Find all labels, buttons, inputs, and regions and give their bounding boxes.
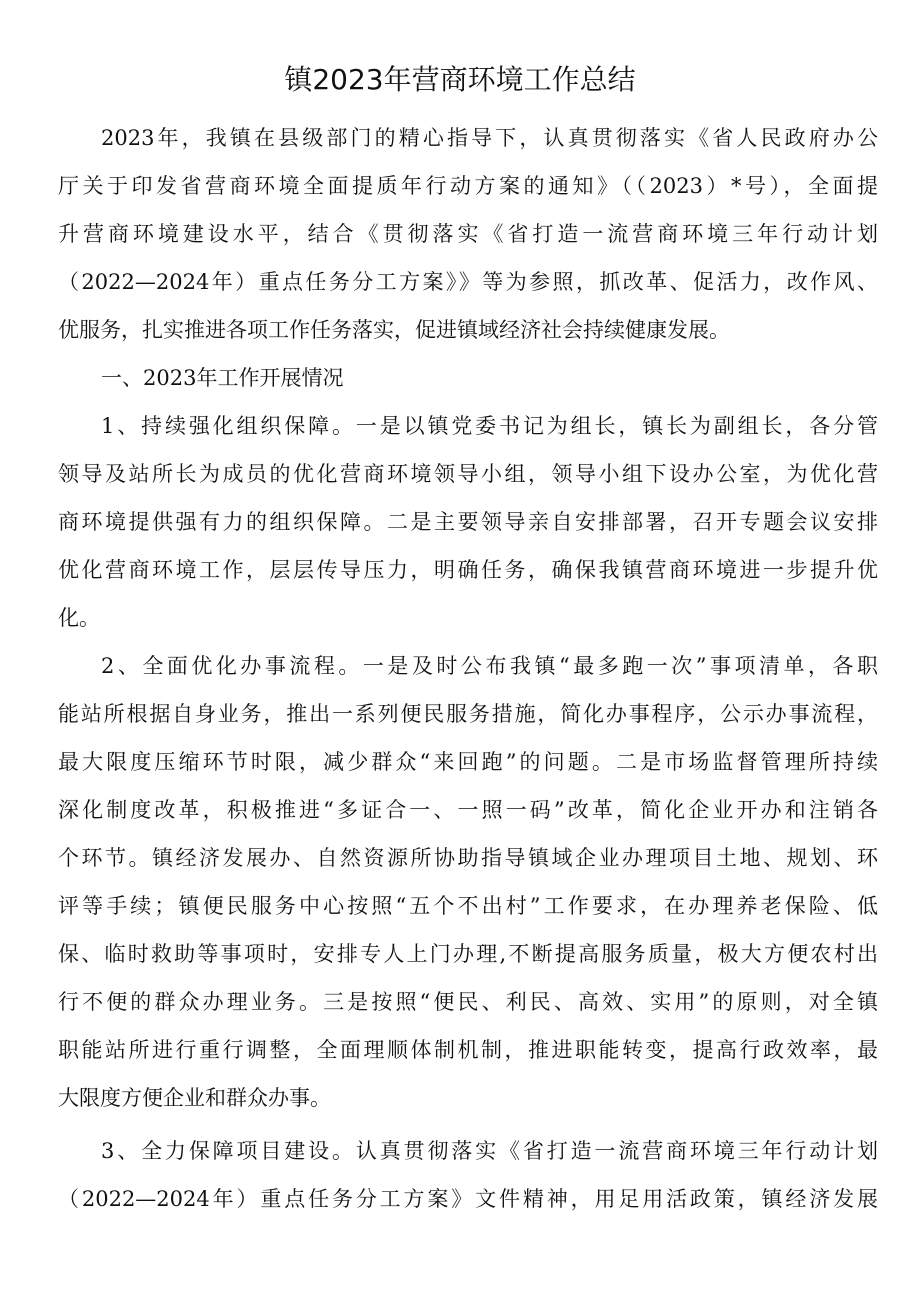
paragraph-2-line-5: 化。 bbox=[58, 606, 100, 630]
paragraph-2-line-2: 领导及站所长为成员的优化营商环境领导小组，领导小组下设办公室，为优化营 bbox=[58, 462, 878, 486]
paragraph-3-line-10: 大限度方便企业和群众办事。 bbox=[58, 1086, 331, 1110]
paragraph-3-line-3: 最大限度压缩环节时限，减少群众“来回跑”的问题。二是市场监督管理所持续 bbox=[58, 750, 878, 774]
paragraph-3-line-1: 2、全面优化办事流程。一是及时公布我镇“最多跑一次”事项清单，各职 bbox=[101, 654, 878, 678]
section-heading: 一、2023年工作开展情况 bbox=[101, 366, 344, 390]
paragraph-1-line-4: （2022—2024年）重点任务分工方案》》等为参照，抓改革、促活力，改作风、 bbox=[58, 270, 878, 294]
paragraph-2-line-1: 1、持续强化组织保障。一是以镇党委书记为组长，镇长为副组长，各分管 bbox=[101, 414, 878, 438]
document-title: 镇2023年营商环境工作总结 bbox=[284, 63, 636, 96]
paragraph-3-line-7: 保、临时救助等事项时，安排专人上门办理,不断提高服务质量，极大方便农村出 bbox=[58, 942, 878, 966]
paragraph-4-line-2: （2022—2024年）重点任务分工方案》文件精神，用足用活政策，镇经济发展 bbox=[58, 1187, 878, 1211]
paragraph-1-line-3: 升营商环境建设水平，结合《贯彻落实《省打造一流营商环境三年行动计划 bbox=[58, 222, 878, 246]
paragraph-1-line-5: 优服务，扎实推进各项工作任务落实，促进镇域经济社会持续健康发展。 bbox=[58, 318, 730, 342]
paragraph-3-line-5: 个环节。镇经济发展办、自然资源所协助指导镇域企业办理项目土地、规划、环 bbox=[58, 846, 878, 870]
paragraph-2-line-3: 商环境提供强有力的组织保障。二是主要领导亲自安排部署，召开专题会议安排 bbox=[58, 510, 878, 534]
paragraph-3-line-2: 能站所根据自身业务，推出一系列便民服务措施，简化办事程序，公示办事流程， bbox=[58, 702, 878, 726]
paragraph-3-line-9: 职能站所进行重行调整，全面理顺体制机制，推进职能转变，提高行政效率，最 bbox=[58, 1038, 878, 1062]
paragraph-1-line-1: 2023年，我镇在县级部门的精心指导下，认真贯彻落实《省人民政府办公 bbox=[101, 126, 878, 150]
paragraph-3-line-8: 行不便的群众办理业务。三是按照“便民、利民、高效、实用”的原则，对全镇 bbox=[58, 990, 878, 1014]
paragraph-3-line-4: 深化制度改革，积极推进“多证合一、一照一码”改革，简化企业开办和注销各 bbox=[58, 798, 878, 822]
paragraph-1-line-2: 厅关于印发省营商环境全面提质年行动方案的通知》（（2023）*号），全面提 bbox=[58, 174, 878, 198]
paragraph-4-line-1: 3、全力保障项目建设。认真贯彻落实《省打造一流营商环境三年行动计划 bbox=[101, 1139, 878, 1163]
paragraph-3-line-6: 评等手续；镇便民服务中心按照“五个不出村”工作要求，在办理养老保险、低 bbox=[58, 894, 878, 918]
paragraph-2-line-4: 优化营商环境工作，层层传导压力，明确任务，确保我镇营商环境进一步提升优 bbox=[58, 558, 878, 582]
